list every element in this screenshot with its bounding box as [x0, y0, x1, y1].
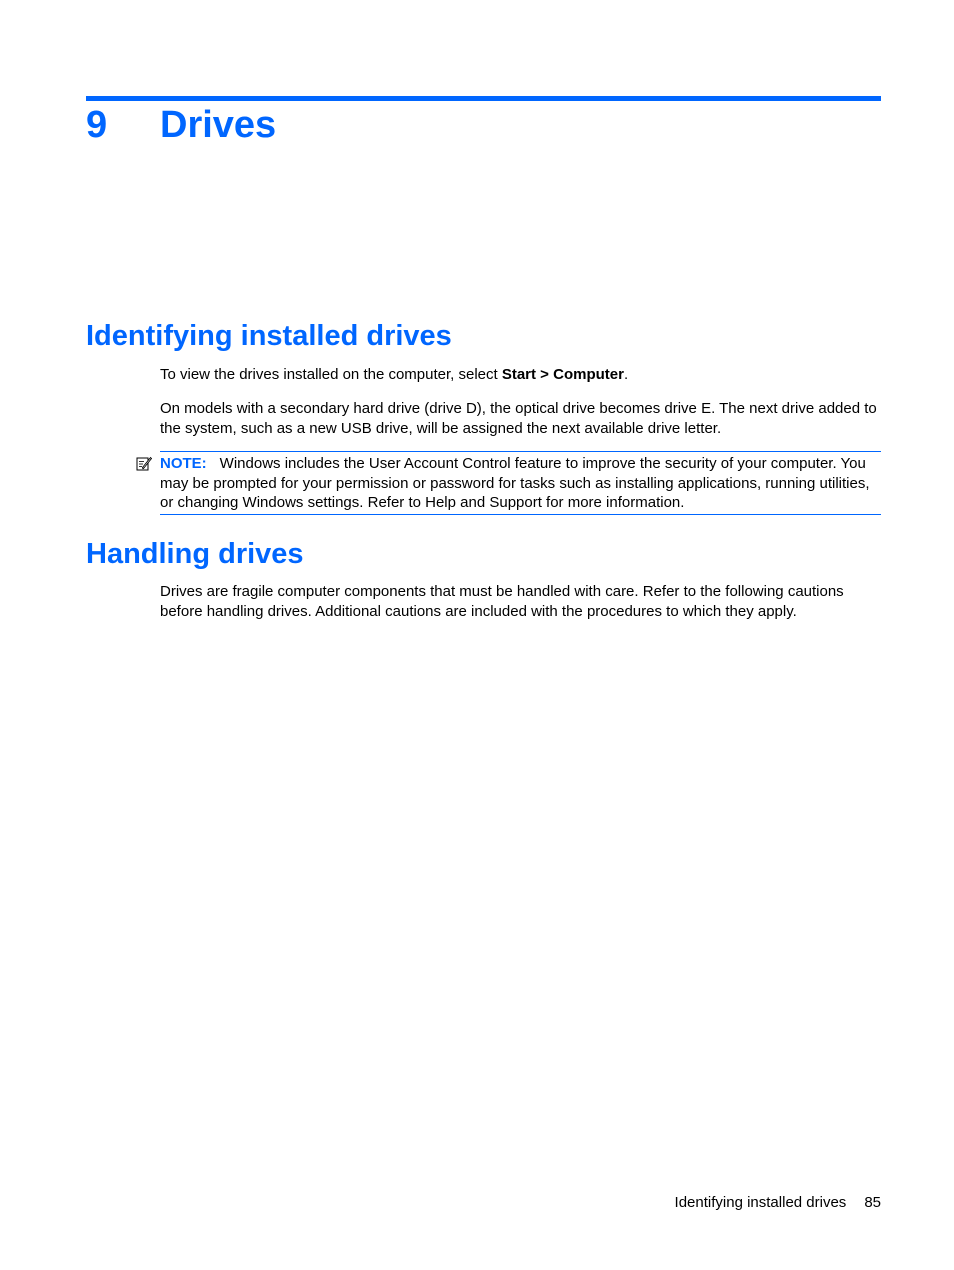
note-pencil-icon: [136, 455, 152, 471]
chapter-rule: [86, 96, 881, 101]
chapter-number: 9: [86, 104, 108, 146]
note-text: Windows includes the User Account Control feature to improve the security of your computer. You may be prompted for your permission or password for tasks such as installing applications, running utilities, or changing Windows settings. Refer to Help and Support for more information.: [160, 455, 870, 511]
paragraph-text-end: .: [623, 366, 629, 383]
paragraph-handling-drives: Drives are fragile computer components that must be handled with care. Refer to the following cautions before handling drives. Additional cautions are included with the procedures to which they apply.: [160, 583, 844, 620]
paragraph-secondary-drive: On models with a secondary hard drive (drive D), the optical drive becomes drive E. The next drive added to the system, such as a new USB drive, will be assigned the next available drive letter.: [160, 400, 877, 437]
page-footer: [675, 1193, 881, 1212]
chapter-title: [86, 102, 276, 148]
paragraph-text: To view the drives installed on the computer, select: [160, 366, 502, 383]
menu-path: Start > Computer: [501, 366, 624, 383]
paragraph-view-drives: [160, 365, 881, 385]
chapter-title-text: Drives: [160, 104, 277, 146]
footer-section-title: Identifying installed drives: [674, 1194, 847, 1211]
section-heading-handling: Handling drives: [86, 538, 304, 570]
page-number: 85: [864, 1194, 881, 1211]
note-box: [160, 451, 881, 515]
note-label: NOTE:: [160, 455, 207, 472]
section-heading-identifying: Identifying installed drives: [86, 320, 452, 352]
